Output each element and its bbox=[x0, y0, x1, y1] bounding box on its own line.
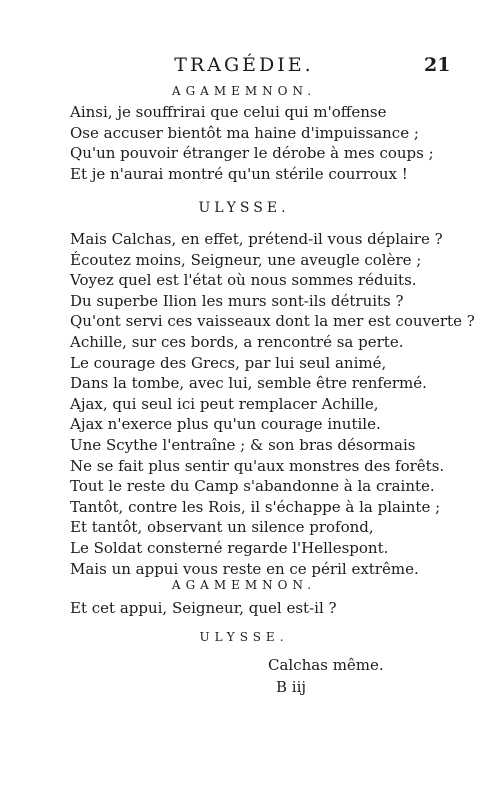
verse-line: Qu'un pouvoir étranger le dérobe à mes coups ; bbox=[70, 144, 434, 163]
speaker-name: ULYSSE. bbox=[199, 630, 289, 644]
verse-line: Ajax, qui seul ici peut remplacer Achille, bbox=[70, 394, 379, 413]
verse-line: Tout le reste du Camp s'abandonne à la crainte. bbox=[70, 477, 435, 496]
verse-line: Achille, sur ces bords, a rencontré sa perte. bbox=[70, 332, 404, 351]
verse-line: Ne se fait plus sentir qu'aux monstres des forêts. bbox=[70, 456, 445, 475]
running-head: TRAGÉDIE. bbox=[174, 54, 314, 76]
verse-line: Le courage des Grecs, par lui seul animé, bbox=[70, 353, 387, 372]
speaker-name: ULYSSE. bbox=[198, 200, 290, 216]
verse-line: Qu'ont servi ces vaisseaux dont la mer est couverte ? bbox=[70, 312, 475, 331]
verse-line: Mais Calchas, en effet, prétend-il vous déplaire ? bbox=[70, 230, 443, 248]
verse-line: Et cet appui, Seigneur, quel est-il ? bbox=[70, 599, 337, 617]
signature-mark: B iij bbox=[276, 678, 307, 696]
verse-line: Voyez quel est l'état où nous sommes réduits. bbox=[70, 271, 417, 290]
verse-line: Ose accuser bientôt ma haine d'impuissance ; bbox=[70, 123, 419, 142]
verse-line: Tantôt, contre les Rois, il s'échappe à la plainte ; bbox=[70, 497, 441, 516]
verse-block bbox=[70, 229, 475, 579]
verse-block bbox=[70, 102, 470, 184]
speaker-name: AGAMEMNON. bbox=[171, 84, 317, 98]
verse-block bbox=[70, 598, 470, 619]
verse-line: Le Soldat consterné regarde l'Hellespont. bbox=[70, 538, 389, 557]
verse-line: Du superbe Ilion les murs sont-ils détruits ? bbox=[70, 291, 404, 310]
verse-line: Et je n'aurai montré qu'un stérile courroux ! bbox=[70, 164, 408, 183]
speaker-name: AGAMEMNON. bbox=[171, 578, 317, 592]
page-number: 21 bbox=[424, 54, 451, 76]
verse-line: Une Scythe l'entraîne ; & son bras désormais bbox=[70, 435, 416, 454]
verse-line: Ajax n'exerce plus qu'un courage inutile. bbox=[70, 415, 381, 434]
verse-line: Dans la tombe, avec lui, semble être renfermé. bbox=[70, 374, 427, 393]
verse-line: Et tantôt, observant un silence profond, bbox=[70, 518, 374, 537]
verse-hemistich: Calchas même. bbox=[268, 656, 384, 674]
verse-line: Mais un appui vous reste en ce péril extrême. bbox=[70, 559, 419, 578]
verse-line: Ainsi, je souffrirai que celui qui m'offense bbox=[70, 103, 387, 121]
verse-line: Écoutez moins, Seigneur, une aveugle colère ; bbox=[70, 250, 422, 269]
